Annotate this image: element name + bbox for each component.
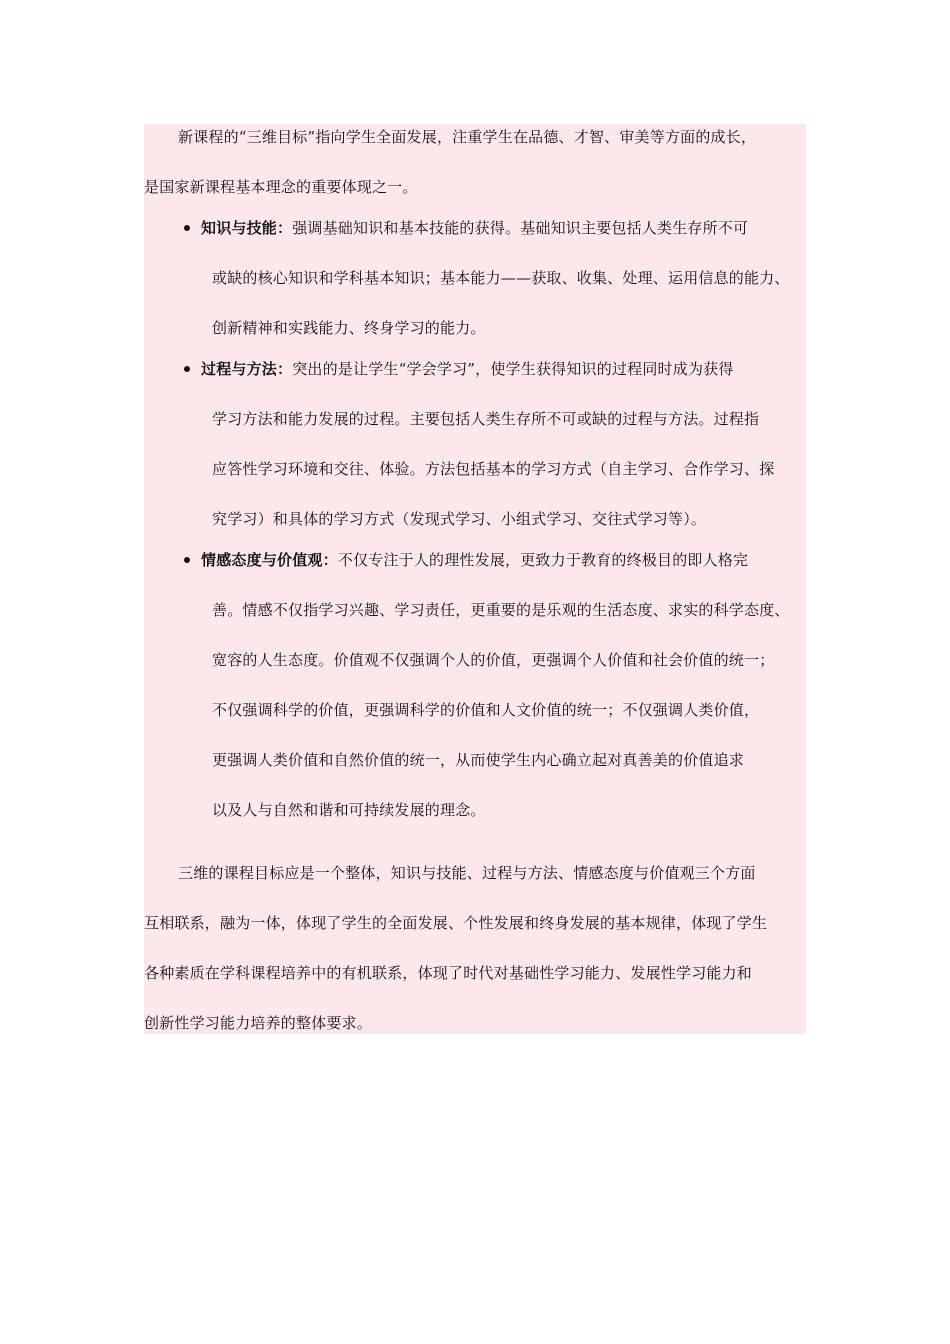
list-item-first-line [201, 357, 734, 381]
list-item-first-line [201, 548, 748, 572]
list-item-line: 不仅强调科学的价值，更强调科学的价值和人文价值的统一；不仅强调人类价值， [212, 701, 760, 719]
list-item-line: 应答性学习环境和交往、体验。方法包括基本的学习方式（自主学习、合作学习、探 [212, 460, 775, 478]
intro-line-1: 新课程的“三维目标”指向学生全面发展，注重学生在品德、才智、审美等方面的成长， [178, 128, 757, 146]
list-item-line: 以及人与自然和谐和可持续发展的理念。 [212, 801, 486, 819]
list-item-line: 究学习）和具体的学习方式（发现式学习、小组式学习、交往式学习等）。 [212, 510, 707, 528]
conclusion-line-3: 各种素质在学科课程培养中的有机联系，体现了时代对基础性学习能力、发展性学习能力和 [144, 964, 753, 982]
item-text: 强调基础知识和基本技能的获得。基础知识主要包括人类生存所不可 [292, 219, 749, 237]
list-item-line: 善。情感不仅指学习兴趣、学习责任，更重要的是乐观的生活态度、求实的科学态度、 [212, 601, 790, 619]
conclusion-line-4: 创新性学习能力培养的整体要求。 [144, 1014, 373, 1032]
item-text: 不仅专注于人的理性发展，更致力于教育的终极目的即人格完 [337, 551, 749, 569]
bullet-icon [184, 557, 190, 563]
bullet-icon [184, 225, 190, 231]
item-text: 突出的是让学生“学会学习”，使学生获得知识的过程同时成为获得 [292, 360, 734, 378]
list-item-line: 宽容的人生态度。价值观不仅强调个人的价值，更强调个人价值和社会价值的统一； [212, 651, 775, 669]
bullet-icon [184, 366, 190, 372]
intro-line-2: 是国家新课程基本理念的重要体现之一。 [144, 178, 418, 196]
item-term: 知识与技能： [201, 219, 293, 237]
conclusion-line-1: 三维的课程目标应是一个整体，知识与技能、过程与方法、情感态度与价值观三个方面 [178, 864, 756, 882]
list-item-line: 更强调人类价值和自然价值的统一，从而使学生内心确立起对真善美的价值追求 [212, 751, 745, 769]
list-item-first-line [201, 216, 748, 240]
conclusion-line-2: 互相联系，融为一体，体现了学生的全面发展、个性发展和终身发展的基本规律，体现了学生 [144, 914, 768, 932]
list-item-line: 或缺的核心知识和学科基本知识；基本能力——获取、收集、处理、运用信息的能力、 [212, 269, 790, 287]
highlight-list-gutter [144, 200, 181, 822]
item-term: 过程与方法： [201, 360, 293, 378]
item-term: 情感态度与价值观： [201, 551, 338, 569]
list-item-line: 学习方法和能力发展的过程。主要包括人类生存所不可或缺的过程与方法。过程指 [212, 410, 760, 428]
list-item-line: 创新精神和实践能力、终身学习的能力。 [212, 319, 486, 337]
